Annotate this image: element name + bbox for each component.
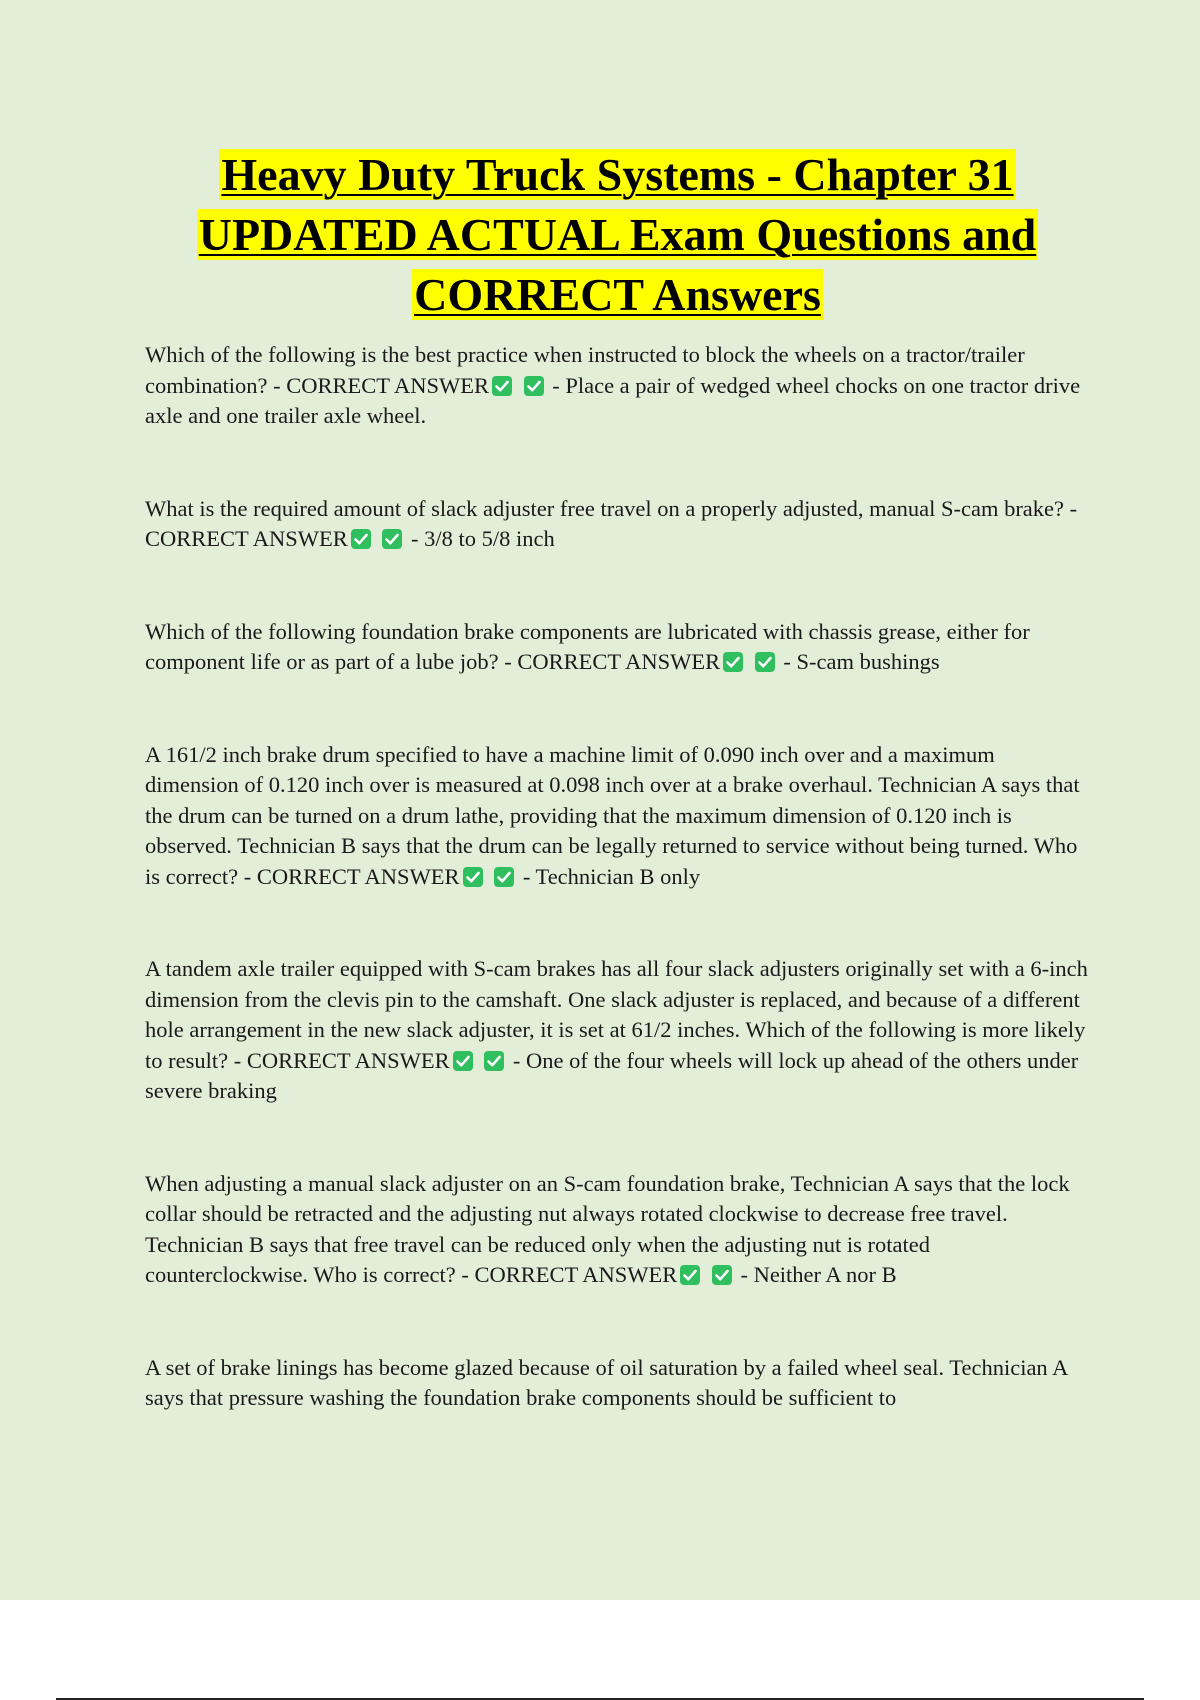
green-checkbox-icon (679, 1264, 701, 1286)
question-item (145, 740, 1090, 893)
title-line (80, 145, 1155, 205)
correct-answer-label: CORRECT ANSWER (246, 1047, 450, 1073)
title-line-text: CORRECT Answers (414, 269, 821, 320)
question-text: A 161/2 inch brake drum specified to have a machine limit of 0.090 inch over and a maximum dimension of 0.120 inch over is measured at 0.098 inch over at a brake overhaul. Technician A says that the drum can be turned on a drum lathe, providing that the maximum dimension of 0.120 inch is observed. Technician B says that the drum can be legally returned to service without being turned. Who is correct? - (145, 741, 1080, 889)
question-item (145, 340, 1090, 432)
question-text: When adjusting a manual slack adjuster on an S-cam foundation brake, Technician A says that the lock collar should be retracted and the adjusting nut always rotated clockwise to decrease free travel. Technician B says that free travel can be reduced only when the adjusting nut is rotated counterclockwise. Who is correct? - (145, 1170, 1070, 1287)
green-checkbox-icon (722, 651, 744, 673)
title-line (80, 205, 1155, 265)
correct-answer-label: CORRECT ANSWER (474, 1262, 678, 1287)
correct-answer-label: CORRECT ANSWER (145, 526, 348, 551)
title-line-text: Heavy Duty Truck Systems - Chapter 31 (221, 149, 1014, 200)
question-item (145, 1169, 1090, 1291)
title-line (80, 265, 1155, 325)
green-checkbox-icon (711, 1264, 733, 1286)
green-checkbox-icon (350, 528, 372, 550)
question-item-partial (145, 1353, 1090, 1414)
green-checkbox-icon (491, 375, 513, 397)
green-checkbox-icon (493, 866, 515, 888)
answer-text: - Technician B only (517, 863, 701, 889)
question-text: Which of the following foundation brake components are lubricated with chassis grease, either for component life or as part of a lube job? - (145, 618, 1030, 674)
question-item (145, 494, 1090, 555)
question-text: A set of brake linings has become glazed because of oil saturation by a failed wheel seal. Technician A says that pressure washing the foundation brake components should be sufficient to (145, 1354, 1068, 1410)
green-checkbox-icon (381, 528, 403, 550)
correct-answer-label: CORRECT ANSWER (517, 649, 721, 674)
green-checkbox-icon (523, 375, 545, 397)
green-checkbox-icon (462, 866, 484, 888)
question-item (145, 954, 1090, 1107)
answer-text: - 3/8 to 5/8 inch (405, 526, 555, 551)
correct-answer-label: CORRECT ANSWER (286, 372, 489, 398)
answer-text: - Neither A nor B (734, 1262, 897, 1287)
page-title (80, 145, 1155, 325)
green-checkbox-icon (483, 1050, 505, 1072)
question-text: A tandem axle trailer equipped with S-cam brakes has all four slack adjusters originally set with a 6-inch dimension from the clevis pin to the camshaft. One slack adjuster is replaced, and because of a different hole arrangement in the new slack adjuster, it is set at 61/2 inches. Which of the following is more likely to result? - (145, 956, 1088, 1073)
answer-text: - S-cam bushings (777, 649, 940, 674)
question-text: What is the required amount of slack adjuster free travel on a properly adjusted, manual S-cam brake? - (145, 495, 1078, 521)
answer-text: - Place a pair of wedged wheel chocks on one tractor drive axle and one trailer axle wheel. (145, 372, 1081, 428)
answer-text: - One of the four wheels will lock up ahead of the others under severe braking (145, 1047, 1079, 1103)
green-checkbox-icon (754, 651, 776, 673)
question-list (145, 340, 1090, 1476)
question-text: Which of the following is the best practice when instructed to block the wheels on a tractor/trailer combination? - (145, 342, 1025, 398)
title-line-text: UPDATED ACTUAL Exam Questions and (198, 209, 1037, 260)
correct-answer-label: CORRECT ANSWER (256, 863, 460, 889)
green-checkbox-icon (452, 1050, 474, 1072)
question-item (145, 617, 1090, 678)
